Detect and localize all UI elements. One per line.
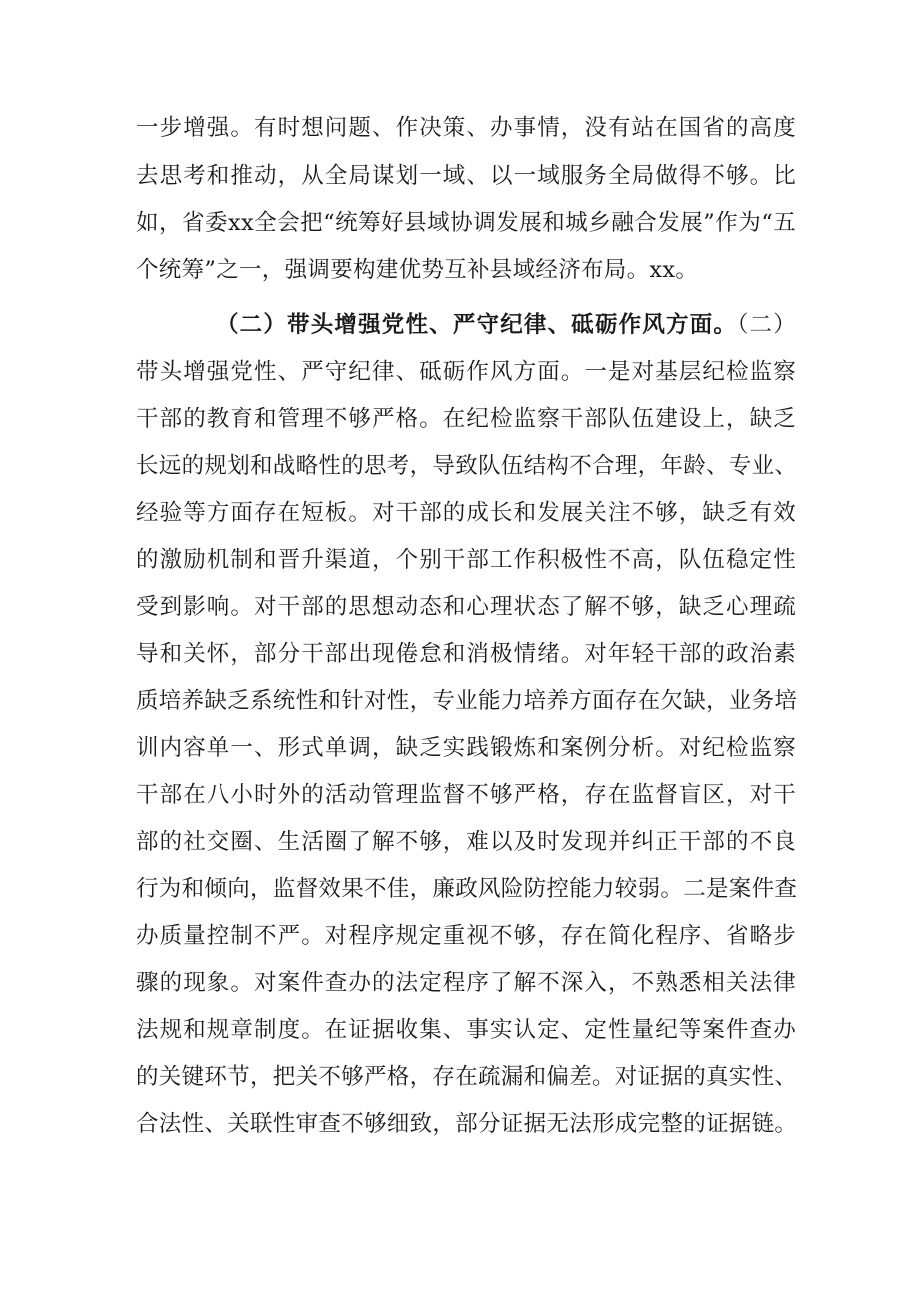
text-line: 导和关怀，部分干部出现倦怠和消极情绪。对年轻干部的政治素: [136, 641, 796, 667]
text-line: 办质量控制不严。对程序规定重视不够，存在简化程序、省略步: [136, 923, 796, 949]
text-line: 带头增强党性、严守纪律、砥砺作风方面。一是对基层纪检监察: [136, 359, 796, 385]
section-heading-bold: （二）带头增强党性、严守纪律、砥砺作风方面。: [216, 312, 738, 338]
text-line: 干部的教育和管理不够严格。在纪检监察干部队伍建设上，缺乏: [136, 406, 796, 432]
text-line: 经验等方面存在短板。对干部的成长和发展关注不够，缺乏有效: [136, 500, 796, 526]
text-line: 一步增强。有时想问题、作决策、办事情，没有站在国省的高度: [136, 115, 796, 141]
text-line: 去思考和推动，从全局谋划一域、以一域服务全局做得不够。比: [136, 163, 796, 189]
text-line: 法规和规章制度。在证据收集、事实认定、定性量纪等案件查办: [136, 1017, 796, 1043]
text-line: 质培养缺乏系统性和针对性，专业能力培养方面存在欠缺，业务培: [136, 688, 798, 714]
text-line: 的激励机制和晋升渠道，个别干部工作积极性不高，队伍稳定性: [136, 547, 796, 573]
text-line: 行为和倾向，监督效果不佳，廉政风险防控能力较弱。二是案件查: [136, 876, 798, 902]
text-line: 个统筹”之一，强调要构建优势互补县域经济布局。xx。: [136, 257, 699, 283]
text-line: 长远的规划和战略性的思考，导致队伍结构不合理，年龄、专业、: [136, 453, 798, 479]
text-line: 干部在八小时外的活动管理监督不够严格，存在监督盲区，对干: [136, 782, 796, 808]
section-heading-tail: （二）: [737, 312, 796, 338]
text-line: 合法性、关联性审查不够细致，部分证据无法形成完整的证据链。: [136, 1111, 798, 1137]
text-line: 训内容单一、形式单调，缺乏实践锻炼和案例分析。对纪检监察: [136, 735, 796, 761]
text-line: 受到影响。对干部的思想动态和心理状态了解不够，缺乏心理疏: [136, 594, 796, 620]
text-line: 如，省委xx全会把“统筹好县域协调发展和城乡融合发展”作为“五: [136, 210, 796, 236]
section-heading: [136, 305, 796, 345]
text-line: 骤的现象。对案件查办的法定程序了解不深入，不熟悉相关法律: [136, 970, 796, 996]
text-line: 的关键环节，把关不够严格，存在疏漏和偏差。对证据的真实性、: [136, 1064, 798, 1090]
text-line: 部的社交圈、生活圈了解不够，难以及时发现并纠正干部的不良: [136, 829, 796, 855]
